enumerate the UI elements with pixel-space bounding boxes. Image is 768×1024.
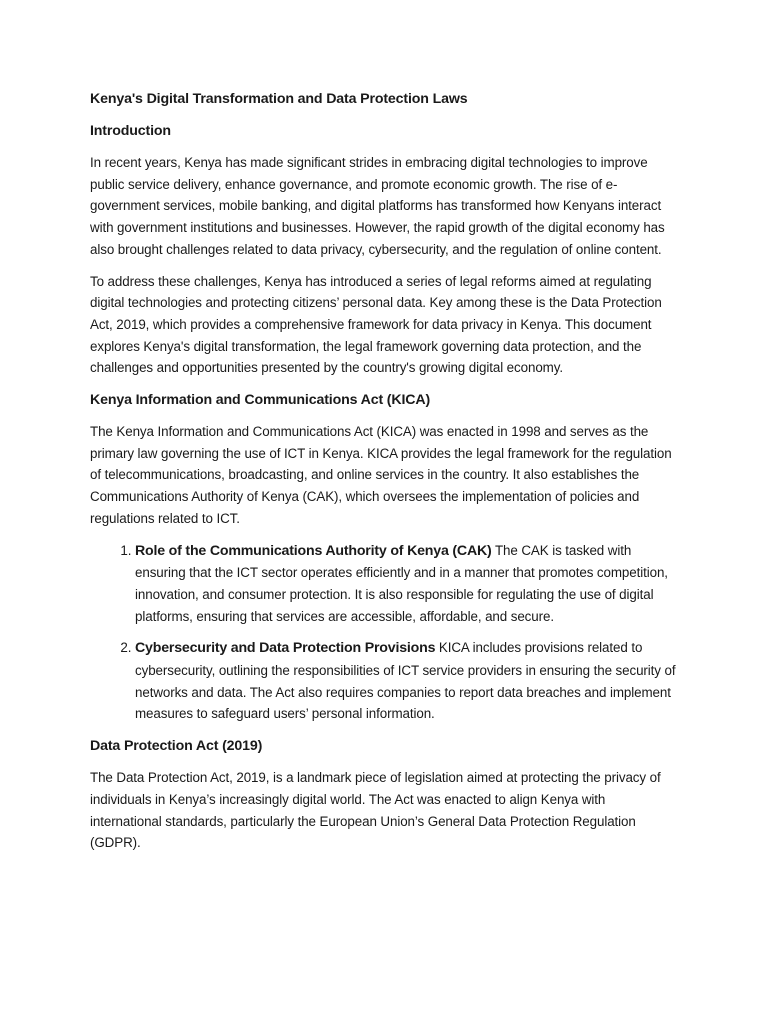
intro-paragraph-2: To address these challenges, Kenya has introduced a series of legal reforms aimed at regulating digital technologies and protecting citizens’ personal data. Key among these is the Data Protection Act, 2019, which provides a comprehensive framework for data privacy in Kenya. This document explores Kenya's digital transformation, the legal framework governing data protection, and the challenges and opportunities presented by the country's growing digital economy.: [90, 273, 662, 376]
list-item-body: KICA includes provisions related to cybersecurity, outlining the responsibilities of ICT service providers in ensuring the security of networks and data. The Act also requires companies to report data breaches and implement measures to safeguard users’ personal information.: [135, 640, 676, 722]
document-title: Kenya's Digital Transformation and Data Protection Laws: [90, 91, 468, 107]
heading-data-protection-act: Data Protection Act (2019): [90, 738, 263, 755]
list-item-heading: Cybersecurity and Data Protection Provisions: [135, 640, 436, 657]
heading-introduction: Introduction: [90, 123, 171, 139]
document-page: [90, 88, 680, 864]
intro-paragraph-1: In recent years, Kenya has made significant strides in embracing digital technologies to improve public service delivery, enhance governance, and promote economic growth. The rise of e-government services, mobile banking, and digital platforms has transformed how Kenyans interact with government institutions and businesses. However, the rapid growth of the digital economy has also brought challenges related to data privacy, cybersecurity, and the regulation of online content.: [90, 155, 665, 257]
list-item-heading: Role of the Communications Authority of Kenya (CAK): [135, 542, 492, 559]
list-item: [135, 637, 680, 725]
list-item: [135, 540, 680, 628]
heading-kica: Kenya Information and Communications Act (KICA): [90, 392, 431, 409]
kica-numbered-list: [90, 540, 680, 726]
dpa-paragraph-1: The Data Protection Act, 2019, is a landmark piece of legislation aimed at protecting the privacy of individuals in Kenya’s increasingly digital world. The Act was enacted to align Kenya with international standards, particularly the European Union’s General Data Protection Regulation (GDPR).: [90, 770, 661, 851]
list-item-body: The CAK is tasked with ensuring that the ICT sector operates efficiently and in a manner that promotes competition, innovation, and consumer protection. It is also responsible for regulating the use of digital platforms, ensuring that services are accessible, affordable, and secure.: [135, 542, 668, 624]
kica-paragraph-1: The Kenya Information and Communications Act (KICA) was enacted in 1998 and serves as the primary law governing the use of ICT in Kenya. KICA provides the legal framework for the regulation of telecommunications, broadcasting, and online services in the country. It also establishes the Communications Authority of Kenya (CAK), which oversees the implementation of policies and regulations related to ICT.: [90, 424, 672, 526]
